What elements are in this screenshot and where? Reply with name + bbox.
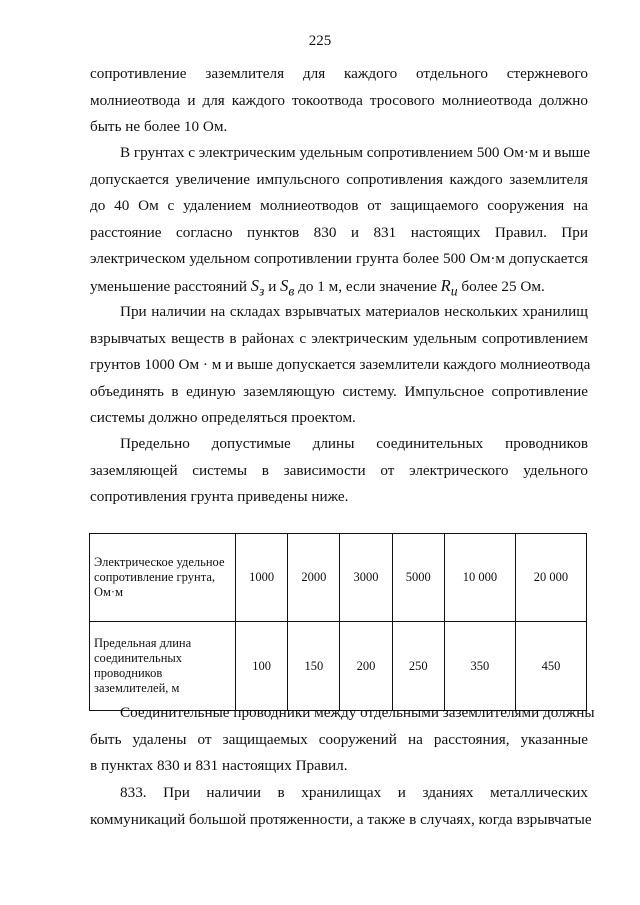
text-line: Предельно допустимые длины соединительных проводников: [120, 435, 588, 452]
symbol-r-i: $R_и$: [440, 275, 458, 298]
text-line: сопротивление заземлителя для каждого отдельного стержневого: [90, 65, 588, 82]
text-line: быть не более 10 Ом.: [90, 118, 228, 135]
table-row-header: Предельная длина соединительных проводников заземлителей, м: [90, 622, 236, 711]
text-line: молниеотвода и для каждого токоотвода тросового молниеотвода должно: [90, 91, 588, 109]
text-line: сопротивления грунта приведены ниже.: [90, 488, 349, 505]
table-row: [90, 534, 587, 622]
paragraph-resistance-limit: [90, 61, 588, 141]
text-line: уменьшение расстояний $S_з$ и $S_в$ до 1 м, если значение $R_и$ более 25 Ом.: [90, 275, 545, 298]
conductor-length-table: [89, 533, 587, 711]
table-cell: 150: [288, 622, 340, 711]
text-line: до 40 Ом с удалением молниеотводов от защищаемого сооружения на: [90, 197, 588, 214]
table-cell: 3000: [340, 534, 392, 622]
text-line: в пунктах 830 и 831 настоящих Правил.: [90, 757, 348, 774]
text-line: При наличии на складах взрывчатых материалов нескольких хранилищ: [120, 303, 588, 320]
text-line: электрическом удельном сопротивлении грунта более 500 Ом·м допускается: [90, 250, 588, 267]
symbol-s-v: $S_в$: [280, 275, 295, 298]
table-cell: 450: [515, 622, 586, 711]
paragraph-explosive-storage: [90, 299, 591, 432]
text-line: В грунтах с электрическим удельным сопротивлением 500 Ом·м и выше: [120, 144, 591, 161]
table-cell: 20 000: [515, 534, 586, 622]
text-line: Соединительные проводники между отдельными заземлителями должны: [120, 704, 595, 721]
table-cell: 1000: [236, 534, 288, 622]
text-line: заземляющей системы в зависимости от электрического удельного: [90, 461, 588, 479]
paragraph-high-resistivity-soils: [90, 140, 591, 299]
text-line: допускается увеличение импульсного сопротивления каждого заземлителя: [90, 170, 588, 188]
table-cell: 250: [392, 622, 444, 711]
page-number: 225: [308, 33, 332, 49]
paragraph-833: [90, 780, 592, 833]
symbol-s-z: $S_з$: [250, 275, 265, 298]
text-line: грунтов 1000 Ом · м и выше допускается заземлители каждого молниеотвода: [90, 356, 591, 373]
text-line: расстояние согласно пунктов 830 и 831 настоящих Правил. При: [90, 223, 588, 241]
table-cell: 2000: [288, 534, 340, 622]
text-line: быть удалены от защищаемых сооружений на расстояния, указанные: [90, 730, 588, 748]
table-cell: 5000: [392, 534, 444, 622]
table-cell: 100: [236, 622, 288, 711]
table-cell: 350: [444, 622, 515, 711]
text-line: системы должно определяться проектом.: [90, 409, 356, 426]
table-cell: 200: [340, 622, 392, 711]
text-line: взрывчатых веществ в районах с электрическим удельным сопротивлением: [90, 329, 588, 347]
text-line: 833. При наличии в хранилищах и зданиях металлических: [120, 784, 588, 801]
table-row-header: Электрическое удельное сопротивление грунта, Ом·м: [90, 534, 236, 622]
table-cell: 10 000: [444, 534, 515, 622]
text-line: коммуникаций большой протяженности, а также в случаях, когда взрывчатые: [90, 810, 592, 828]
paragraph-conductor-distance: [90, 700, 595, 780]
text-line: объединять в единую заземляющую систему. Импульсное сопротивление: [90, 382, 588, 400]
paragraph-conductor-lengths: [90, 431, 588, 511]
table-row: [90, 622, 587, 711]
